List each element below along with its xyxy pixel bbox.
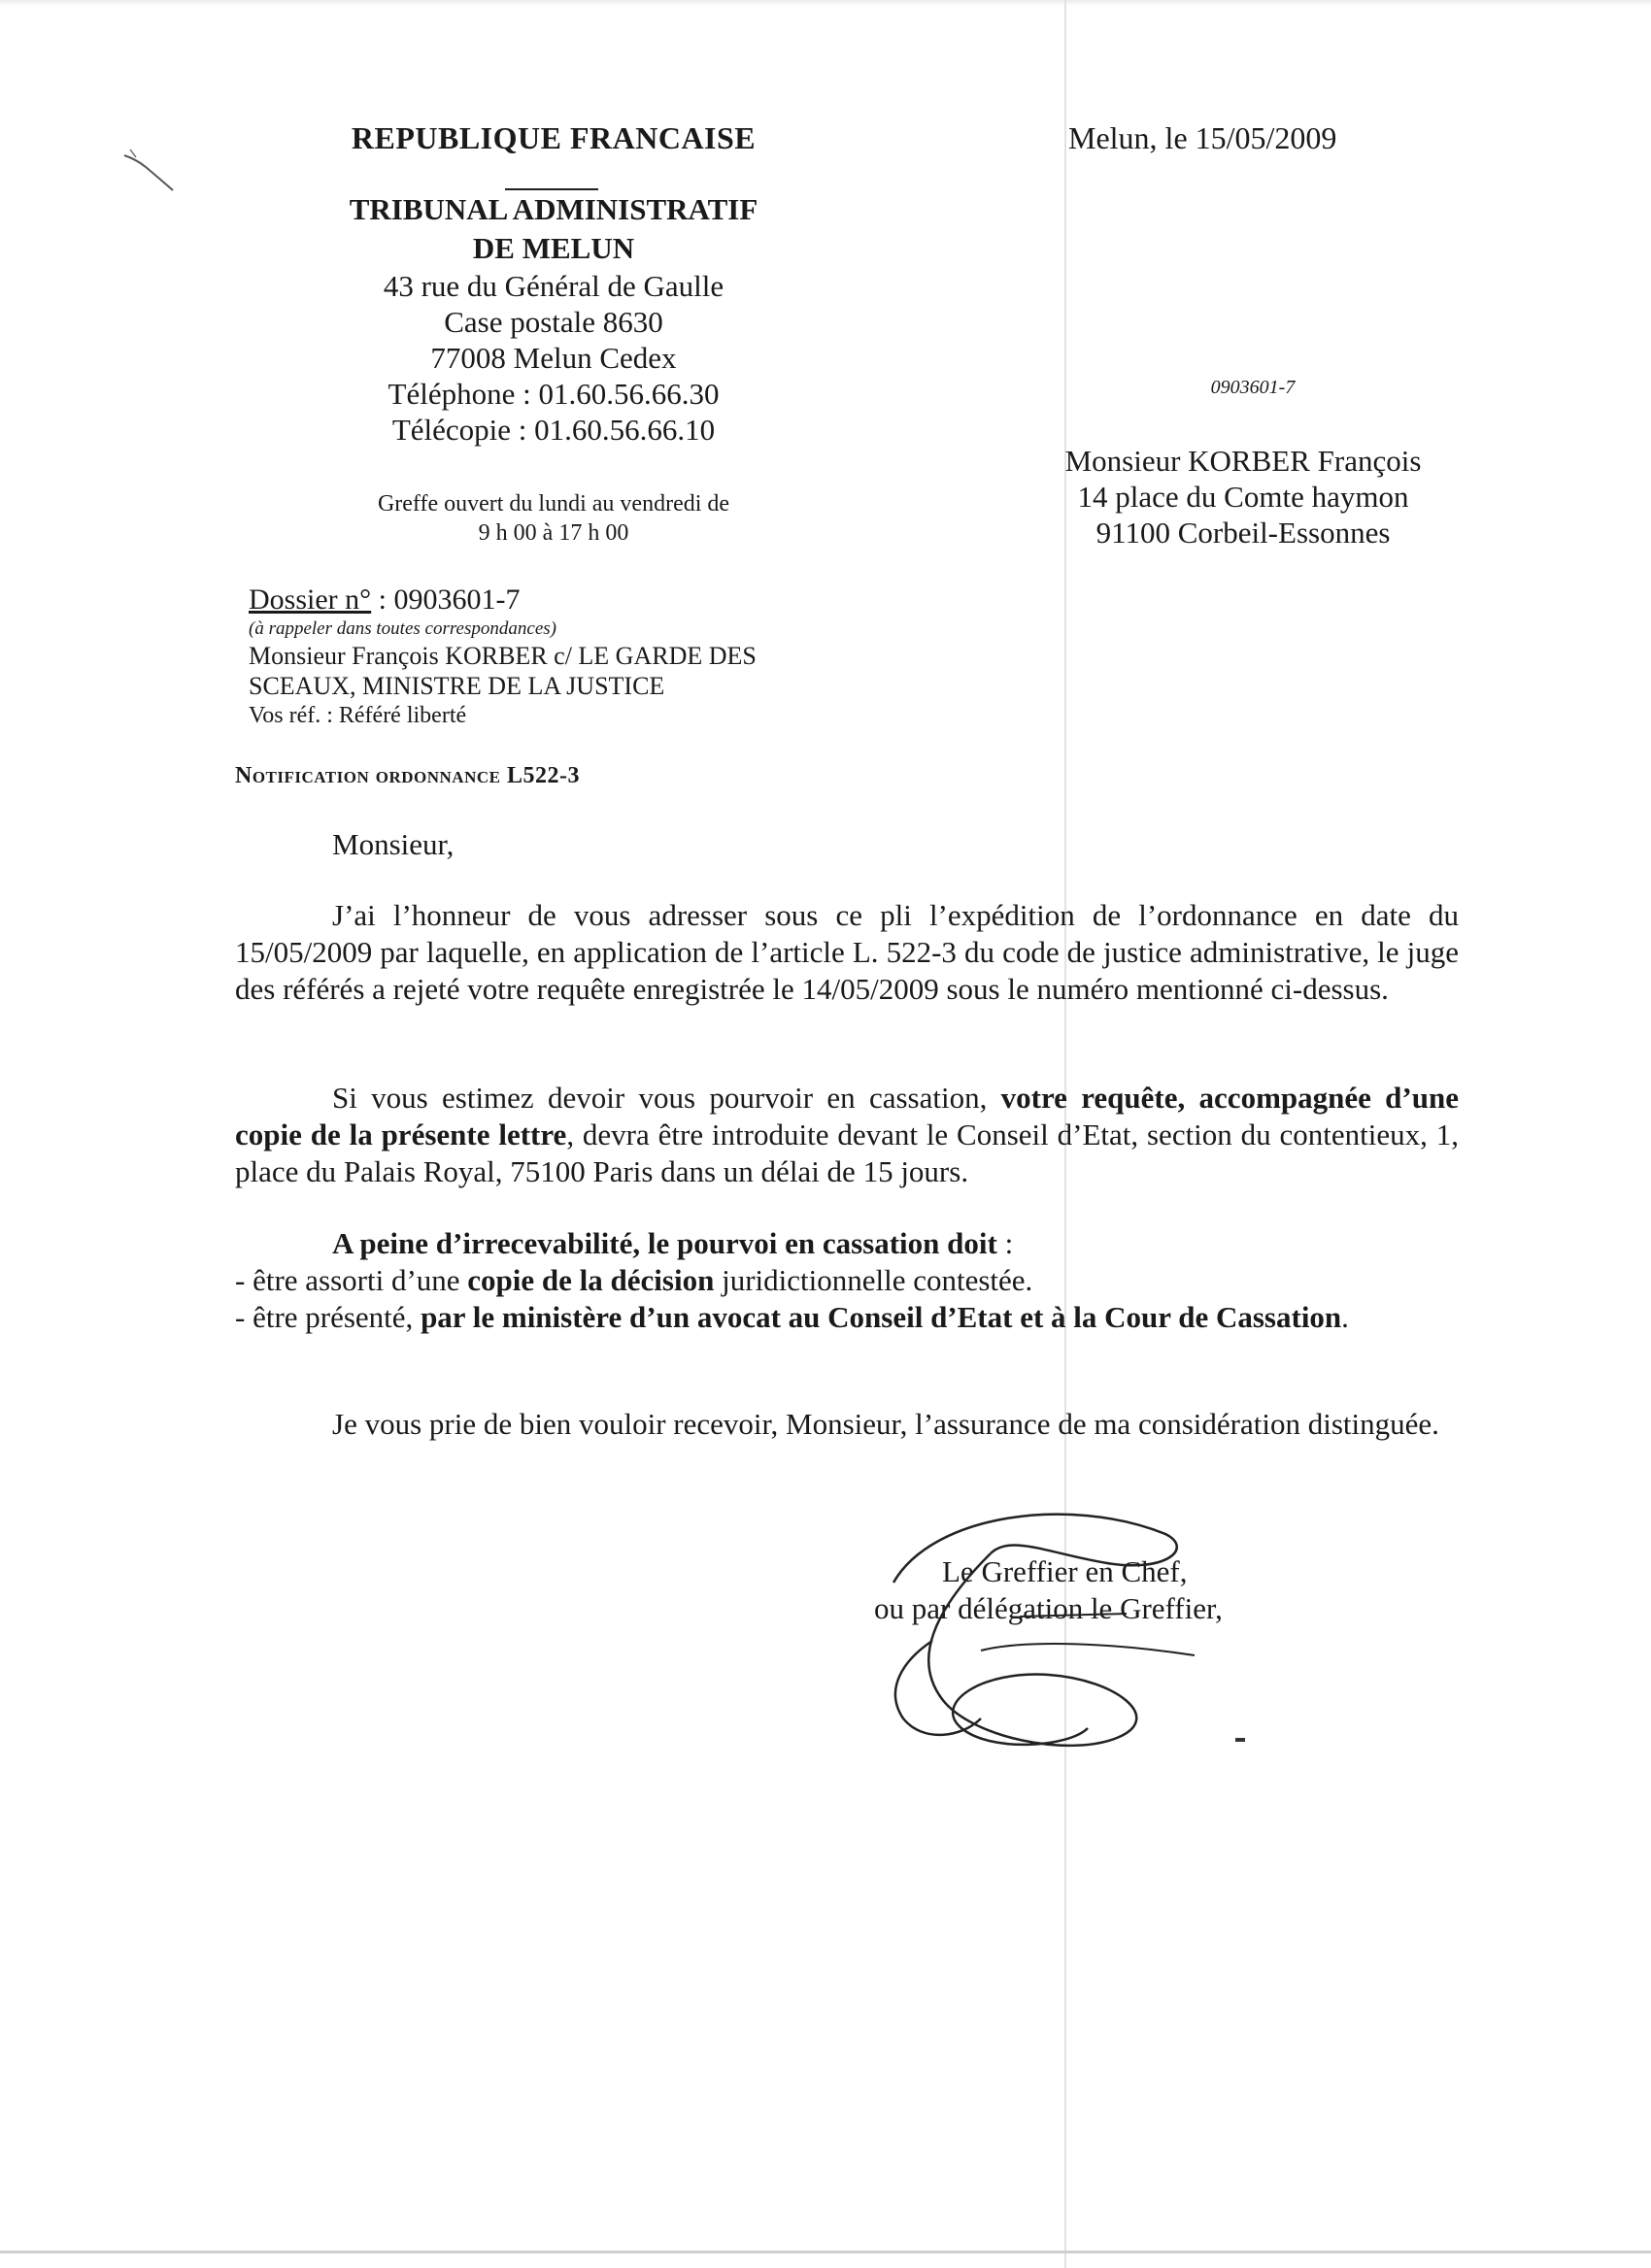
paragraph-1	[235, 897, 1459, 1008]
paragraph-2-text-a: Si vous estimez devoir vous pourvoir en cassation,	[332, 1081, 1001, 1115]
dossier-parties-line2: SCEAUX, MINISTRE DE LA JUSTICE	[249, 672, 665, 700]
letter-subject: Notification ordonnance L522-3	[235, 763, 580, 788]
dossier-your-ref: Vos réf. : Référé liberté	[249, 703, 467, 728]
requirement-2-emphasis: par le ministère d’un avocat au Conseil d’Etat et à la Cour de Cassation	[421, 1300, 1342, 1334]
paragraph-2-text-c: , devra être introduite devant le Conseil d’Etat, section du contentieux, 1, place du Palais Royal, 75100 Paris dans un délai de 15 jours.	[235, 1117, 1459, 1188]
place-date: Melun, le 15/05/2009	[1068, 120, 1337, 155]
requirements-title-end: :	[996, 1226, 1014, 1260]
court-name-line1: TRIBUNAL ADMINISTRATIF	[349, 192, 758, 226]
requirements-title-bold: A peine d’irrecevabilité, le pourvoi en cassation doit	[332, 1226, 997, 1260]
address-phone: Téléphone : 01.60.56.66.30	[387, 377, 720, 411]
recipient-street: 14 place du Comte haymon	[1077, 480, 1409, 514]
requirement-item-1	[235, 1262, 1459, 1299]
office-hours-line1: Greffe ouvert du lundi au vendredi de	[377, 491, 730, 517]
closing-delegation: ou par délégation le Greffier,	[874, 1591, 1223, 1625]
dossier-label: Dossier n°	[249, 584, 372, 616]
dossier-parties-line1: Monsieur François KORBER c/ LE GARDE DES	[249, 642, 757, 670]
dossier-number	[249, 583, 987, 617]
country-heading: REPUBLIQUE FRANCAISE	[351, 120, 757, 155]
requirements-title	[235, 1225, 1459, 1262]
handwritten-signature	[874, 1495, 1224, 1777]
dossier-value: : 0903601-7	[371, 584, 521, 616]
requirement-1-text-a: - être assorti d’une	[235, 1263, 468, 1297]
scan-bottom-edge	[0, 2251, 1651, 2253]
stray-mark	[1235, 1738, 1245, 1742]
office-hours	[243, 489, 864, 548]
dossier-note: (à rappeler dans toutes correspondances)	[249, 618, 556, 639]
scan-top-edge	[0, 0, 1651, 6]
paragraph-2-emphasis: votre requête, accompagnée d’une copie de la présente lettre	[235, 1081, 1459, 1151]
salutation: Monsieur,	[332, 827, 455, 861]
paragraph-1-text: J’ai l’honneur de vous adresser sous ce pli l’expédition de l’ordonnance en date du 15/05/2009 par laquelle, en application de l’article L. 522-3 du code de justice administrative, le juge des référés a rejeté votre requête enregistrée le 14/05/2009 sous le numéro mentionné ci-dessus.	[235, 898, 1459, 1006]
court-name	[243, 190, 864, 268]
address-street: 43 rue du Général de Gaulle	[383, 269, 724, 303]
closing-title: Le Greffier en Chef,	[942, 1554, 1188, 1588]
requirement-item-2	[235, 1299, 1459, 1336]
address-city: 77008 Melun Cedex	[430, 341, 677, 375]
dossier-block	[249, 583, 987, 730]
recipient-city: 91100 Corbeil-Essonnes	[1095, 516, 1391, 550]
paragraph-4-text: Je vous prie de bien vouloir recevoir, Monsieur, l’assurance de ma considération distinguée.	[332, 1407, 1439, 1441]
court-name-line2: DE MELUN	[472, 231, 635, 265]
paragraph-3	[235, 1225, 1459, 1336]
address-po-box: Case postale 8630	[444, 305, 663, 339]
requirement-2-text-a: - être présenté,	[235, 1300, 421, 1334]
requirement-2-text-c: .	[1341, 1300, 1349, 1334]
recipient-address	[1010, 443, 1476, 550]
office-hours-line2: 9 h 00 à 17 h 00	[478, 520, 629, 546]
scan-scratch-mark	[117, 146, 194, 204]
requirement-1-text-c: juridictionnelle contestée.	[714, 1263, 1033, 1297]
court-address	[243, 268, 864, 448]
recipient-name: Monsieur KORBER François	[1064, 444, 1422, 478]
requirement-1-emphasis: copie de la décision	[467, 1263, 715, 1297]
address-fax: Télécopie : 01.60.56.66.10	[391, 413, 716, 447]
paragraph-4	[235, 1406, 1459, 1443]
reference-small: 0903601-7	[1210, 377, 1296, 398]
paragraph-2	[235, 1080, 1459, 1190]
